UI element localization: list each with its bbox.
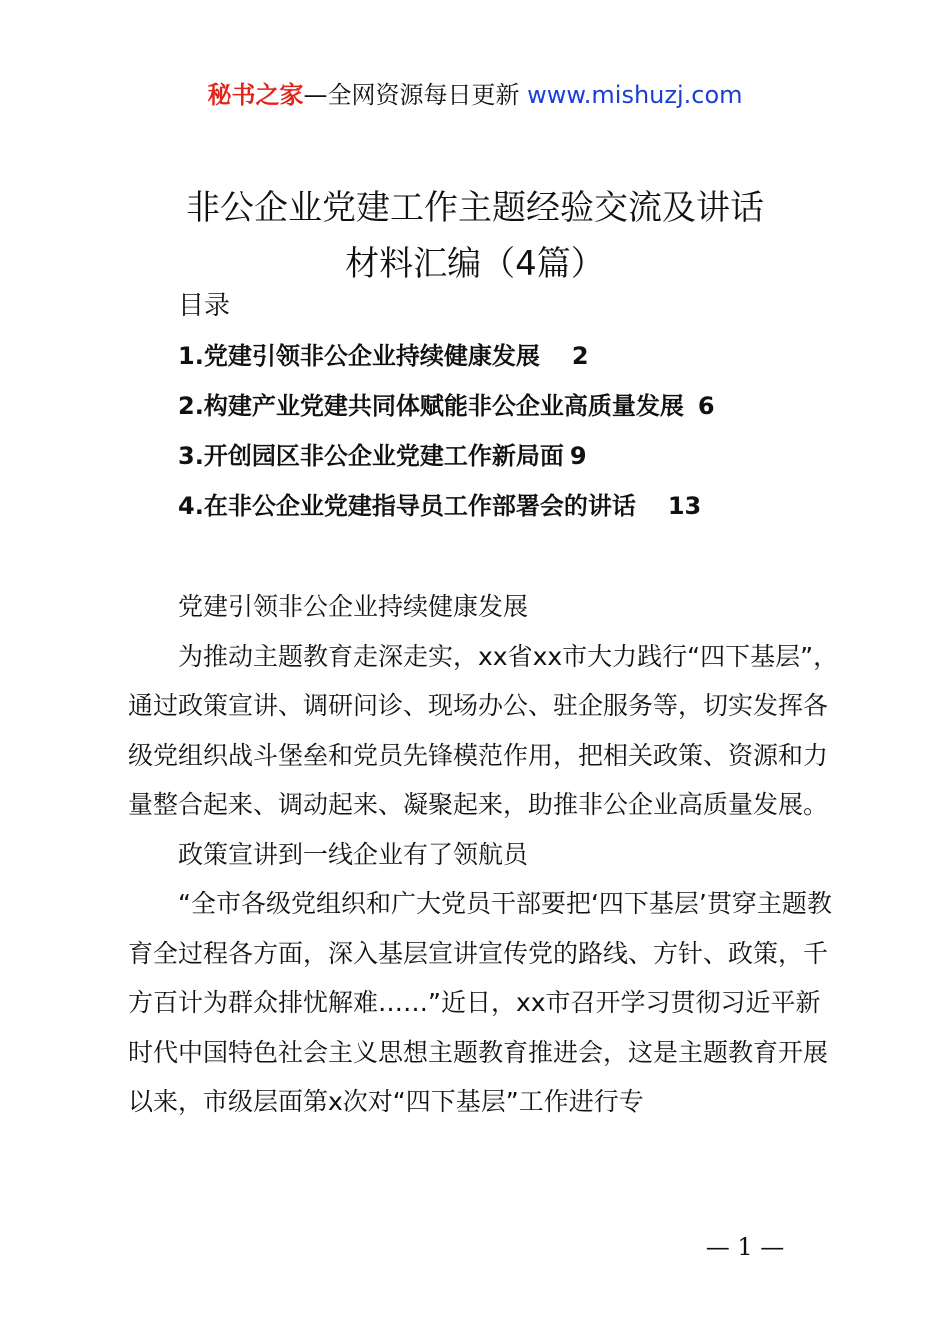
toc-item[interactable] (178, 486, 715, 536)
toc-item-page: 6 (697, 392, 715, 420)
toc-item-text: 3.开创园区非公企业党建工作新局面 (178, 442, 564, 470)
title-line-1: 非公企业党建工作主题经验交流及讲话 (186, 188, 764, 228)
section-heading: 党建引领非公企业持续健康发展 (178, 592, 529, 621)
site-header (0, 78, 950, 112)
toc-item[interactable] (178, 386, 715, 436)
toc-label: 目录 (178, 291, 231, 321)
toc-item-page: 9 (569, 442, 587, 470)
toc-item[interactable] (178, 336, 715, 386)
toc-item-page: 13 (667, 492, 702, 520)
document-body (128, 582, 840, 1127)
body-paragraph: 为推动主题教育走深走实，xx省xx市大力践行“四下基层”，通过政策宣讲、调研问诊、现场办公、驻企服务等，切实发挥各级党组织战斗堡垒和党员先锋模范作用，把相关政策、资源和力量整合起来、调动起来、凝聚起来，助推非公企业高质量发展。 (128, 641, 839, 819)
document-title (0, 180, 950, 292)
header-slogan: —全网资源每日更新 (303, 81, 528, 109)
toc-item-text: 2.构建产业党建共同体赋能非公企业高质量发展 (178, 392, 684, 420)
brand-name: 秘书之家 (207, 81, 304, 109)
page-number: — 1 — (705, 1233, 785, 1261)
toc-item-text: 4.在非公企业党建指导员工作部署会的讲话 (178, 492, 636, 520)
toc-item-page: 2 (571, 342, 589, 370)
toc-item[interactable] (178, 436, 715, 486)
title-line-2: 材料汇编（4篇） (345, 244, 605, 284)
site-url-link[interactable]: www.mishuzj.com (527, 81, 743, 109)
toc-item-text: 1.党建引领非公企业持续健康发展 (178, 342, 540, 370)
section-subheading: 政策宣讲到一线企业有了领航员 (178, 839, 529, 869)
table-of-contents (178, 336, 715, 536)
body-paragraph: “全市各级党组织和广大党员干部要把‘四下基层’贯穿主题教育全过程各方面，深入基层宣讲宣传党的路线、方针、政策，千方百计为群众排忧解难……”近日，xx市召开学习贯彻习近平新时代中国特色社会主义思想主题教育推进会，这是主题教育开展以来，市级层面第x次对“四下基层”工作进行专 (128, 889, 832, 1116)
